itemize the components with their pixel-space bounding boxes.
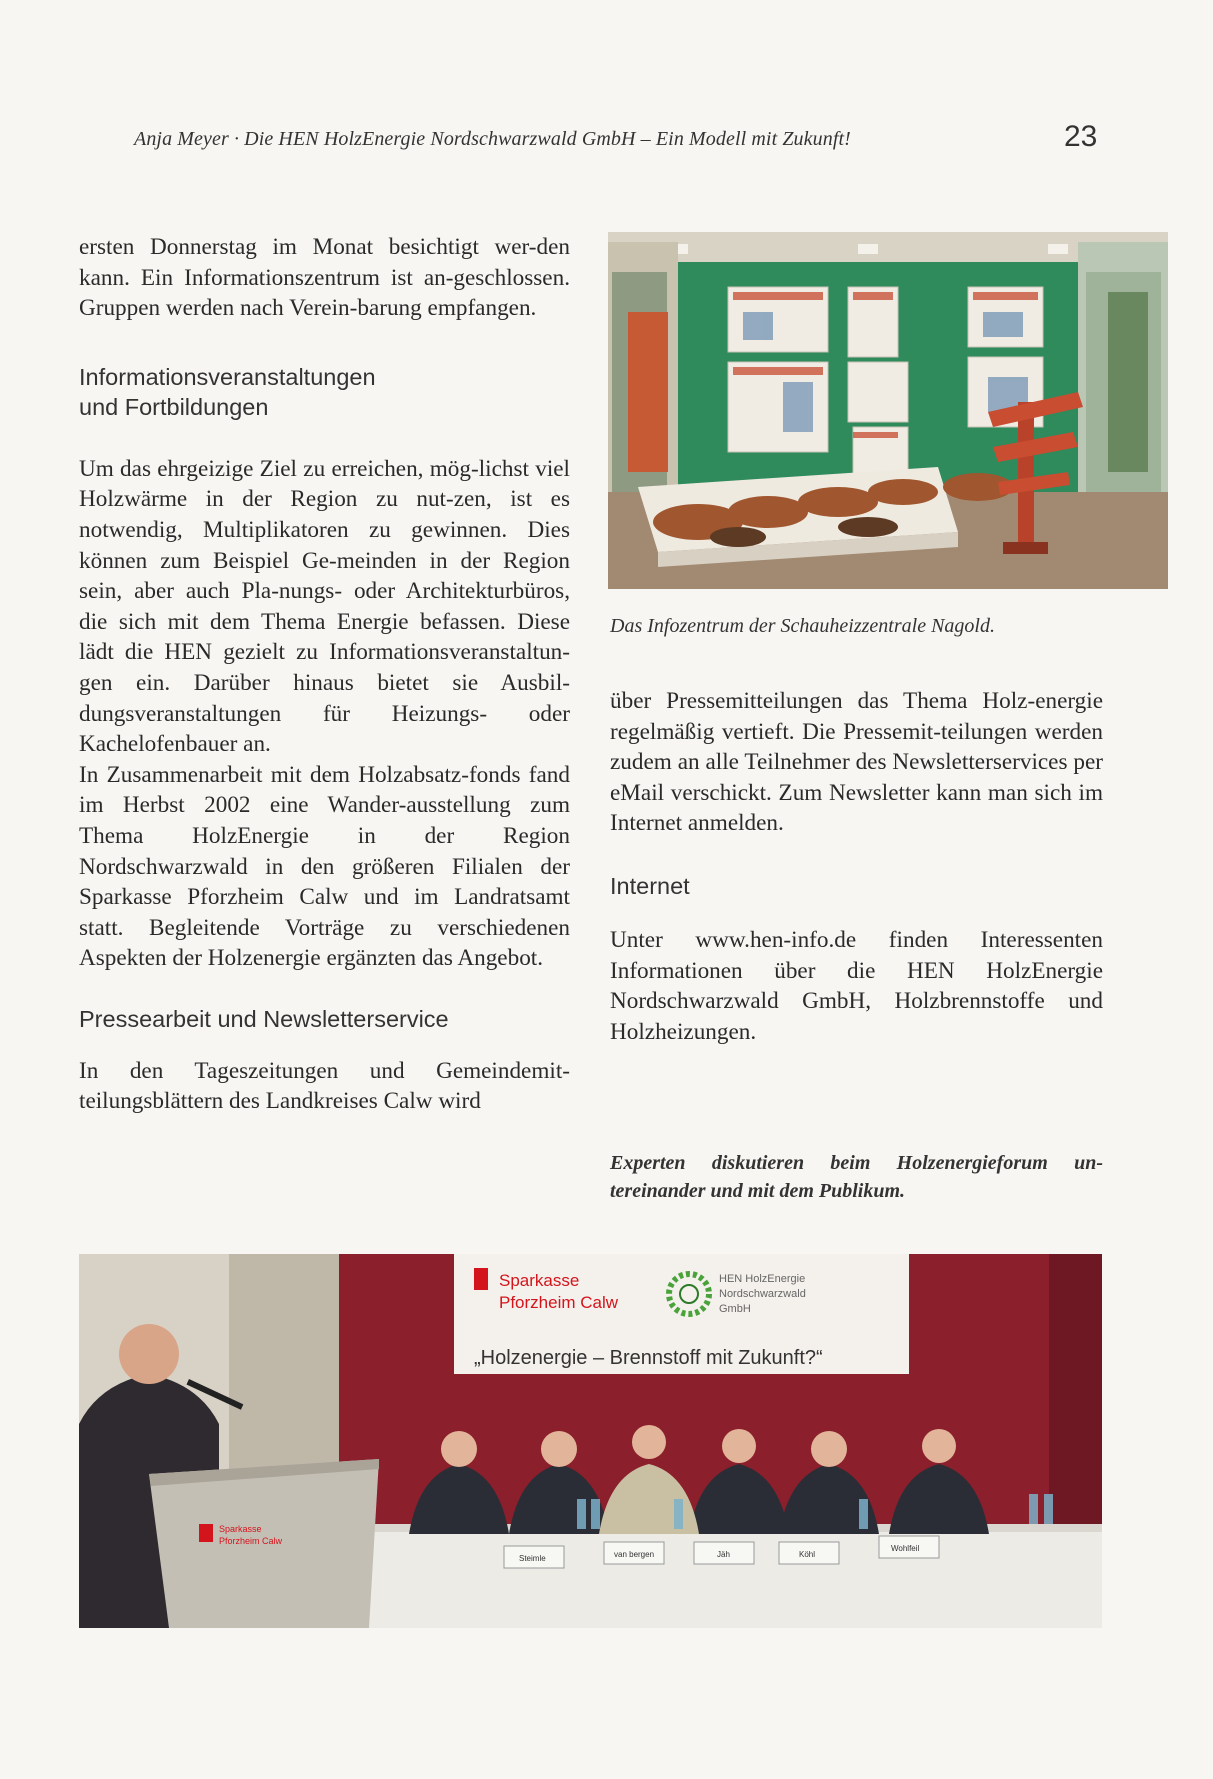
heading-line: Informationsveranstaltungen (79, 363, 376, 390)
photo2-caption-block (610, 1149, 1103, 1205)
right-column (610, 686, 1103, 1047)
paragraph-tageszeitungen: In den Tageszeitungen und Gemeindemit-teilungsblättern des Landkreises Calw wird (79, 1057, 570, 1115)
page-number: 23 (1064, 120, 1098, 153)
banner-hen-line1: HEN HolzEnergie (719, 1273, 806, 1285)
photo-infozentrum (608, 232, 1168, 589)
nameplate: Jäh (717, 1550, 730, 1559)
lectern-sparkasse-line1: Sparkasse (219, 1524, 262, 1534)
intro-paragraph: ersten Donnerstag im Monat besichtigt wer-den kann. Ein Informationszentrum ist an-geschlossen. Gruppen werden nach Verein-barung empfangen. (79, 234, 570, 322)
photo2-caption: Experten diskutieren beim Holzenergieforum un-tereinander und mit dem Publikum. (610, 1152, 1103, 1202)
nameplate: Wohlfeil (891, 1544, 920, 1553)
running-title: Anja Meyer · Die HEN HolzEnergie Nordschwarzwald GmbH – Ein Modell mit Zukunft! (134, 128, 851, 150)
banner-hen-line3: GmbH (719, 1303, 751, 1315)
nameplate: van bergen (614, 1550, 655, 1559)
nameplate: Köhl (799, 1550, 816, 1559)
banner-event-title: „Holzenergie – Brennstoff mit Zukunft?“ (474, 1347, 823, 1369)
lectern-sparkasse-line2: Pforzheim Calw (219, 1536, 283, 1546)
lectern-sparkasse-icon (199, 1524, 213, 1542)
banner-sparkasse-line2: Pforzheim Calw (499, 1293, 619, 1312)
section-heading-internet: Internet (610, 872, 690, 899)
sparkasse-logo-icon (474, 1268, 488, 1290)
section-heading-pressearbeit: Pressearbeit und Newsletterservice (79, 1005, 449, 1032)
paragraph-internet: Unter www.hen-info.de finden Interessenten Informationen über die HEN HolzEnergie Nordschwarzwald GmbH, Holzbrennstoffe und Holzheizungen. (610, 926, 1103, 1045)
banner-hen-line2: Nordschwarzwald (719, 1288, 806, 1300)
paragraph-multiplikatoren: Um das ehrgeizige Ziel zu erreichen, mög-lichst viel Holzwärme in der Region zu nut-zen, ist es notwendig, Multiplikatoren zu gewinnen. Dies können zum Beispiel Ge-meinden in der Region sein, aber auch Pla-nungs- oder Architekturbüros, die sich mit dem Thema Energie befassen. Diese lädt die HEN gezielt zu Informationsveranstaltun-gen ein. Darüber hinaus bietet sie Ausbil-dungsveranstaltungen für Heizungs- oder Kachelofenbauer an. (79, 455, 570, 758)
left-column (79, 232, 570, 1117)
paragraph-wanderausstellung: In Zusammenarbeit mit dem Holzabsatz-fonds fand im Herbst 2002 eine Wander-ausstellung zum Thema HolzEnergie in der Region Nordschwarzwald in den größeren Filialen der Sparkasse Pforzheim Calw und im Landratsamt statt. Begleitende Vorträge zu verschiedenen Aspekten der Holzenergie ergänzten das Angebot. (79, 761, 570, 972)
infozentrum-illustration (608, 232, 1168, 589)
photo-holzenergieforum (79, 1254, 1102, 1628)
heading-line: und Fortbildungen (79, 393, 269, 420)
paragraph-pressemitteilungen: über Pressemitteilungen das Thema Holz-energie regelmäßig vertieft. Die Pressemit-teilungen werden zudem an alle Teilnehmer des Newsletterservices per eMail verschickt. Zum Newsletter kann man sich im Internet anmelden. (610, 688, 1103, 837)
nameplate: Steimle (519, 1554, 546, 1563)
photo1-caption: Das Infozentrum der Schauheizzentrale Nagold. (610, 615, 995, 637)
banner-sparkasse-line1: Sparkasse (499, 1271, 580, 1290)
photo1-caption-block (610, 612, 1103, 640)
section-heading-informationsveranstaltungen (79, 362, 570, 422)
forum-illustration (79, 1254, 1102, 1628)
